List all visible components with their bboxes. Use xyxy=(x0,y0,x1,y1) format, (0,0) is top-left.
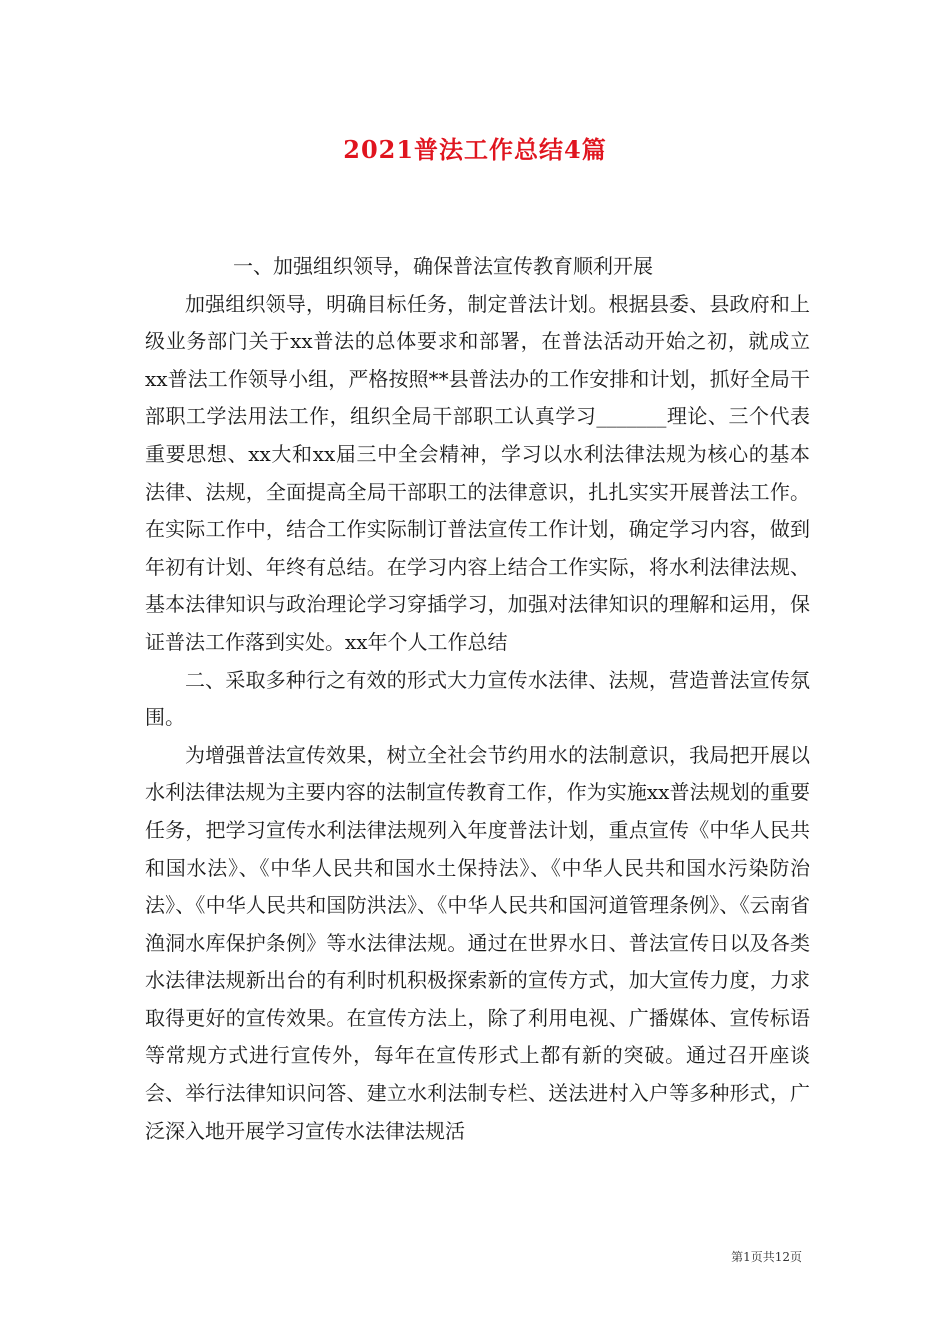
section-heading-2: 二、采取多种行之有效的形式大力宣传水法律、法规，营造普法宣传氛围。 xyxy=(145,667,810,730)
page-title: 2021普法工作总结4篇 xyxy=(343,135,607,164)
body-paragraph-1: 加强组织领导，明确目标任务，制定普法计划。根据县委、县政府和上级业务部门关于xx普法的总体要求和部署，在普法活动开始之初，就成立xx普法工作领导小组，严格按照**县普法办的工作安排和计划，抓好全局干部职工学法用法工作，组织全局干部职工认真学习_______理论、三个代表重要思想、xx大和xx届三中全会精神，学习以水利法律法规为核心的基本法律、法规，全面提高全局干部职工的法律意识，扎扎实实开展普法工作。在实际工作中，结合工作实际制订普法宣传工作计划，确定学习内容，做到年初有计划、年终有总结。在学习内容上结合工作实际，将水利法律法规、基本法律知识与政治理论学习穿插学习，加强对法律知识的理解和运用，保证普法工作落到实处。xx年个人工作总结 xyxy=(145,291,810,654)
document-body xyxy=(145,248,810,1150)
page-number-footer: 第1页共12页 xyxy=(731,1250,802,1264)
section-heading-1: 一、加强组织领导，确保普法宣传教育顺利开展 xyxy=(233,254,653,278)
body-paragraph-2: 为增强普法宣传效果，树立全社会节约用水的法制意识，我局把开展以水利法律法规为主要内容的法制宣传教育工作，作为实施xx普法规划的重要任务，把学习宣传水利法律法规列入年度普法计划，重点宣传《中华人民共和国水法》、《中华人民共和国水土保持法》、《中华人民共和国水污染防治法》、《中华人民共和国防洪法》、《中华人民共和国河道管理条例》、《云南省渔洞水库保护条例》等水法律法规。通过在世界水日、普法宣传日以及各类水法律法规新出台的有利时机积极探索新的宣传方式，加大宣传力度，力求取得更好的宣传效果。在宣传方法上，除了利用电视、广播媒体、宣传标语等常规方式进行宣传外，每年在宣传形式上都有新的突破。通过召开座谈会、举行法律知识问答、建立水利法制专栏、送法进村入户等多种形式，广泛深入地开展学习宣传水法律法规活 xyxy=(145,742,810,1143)
